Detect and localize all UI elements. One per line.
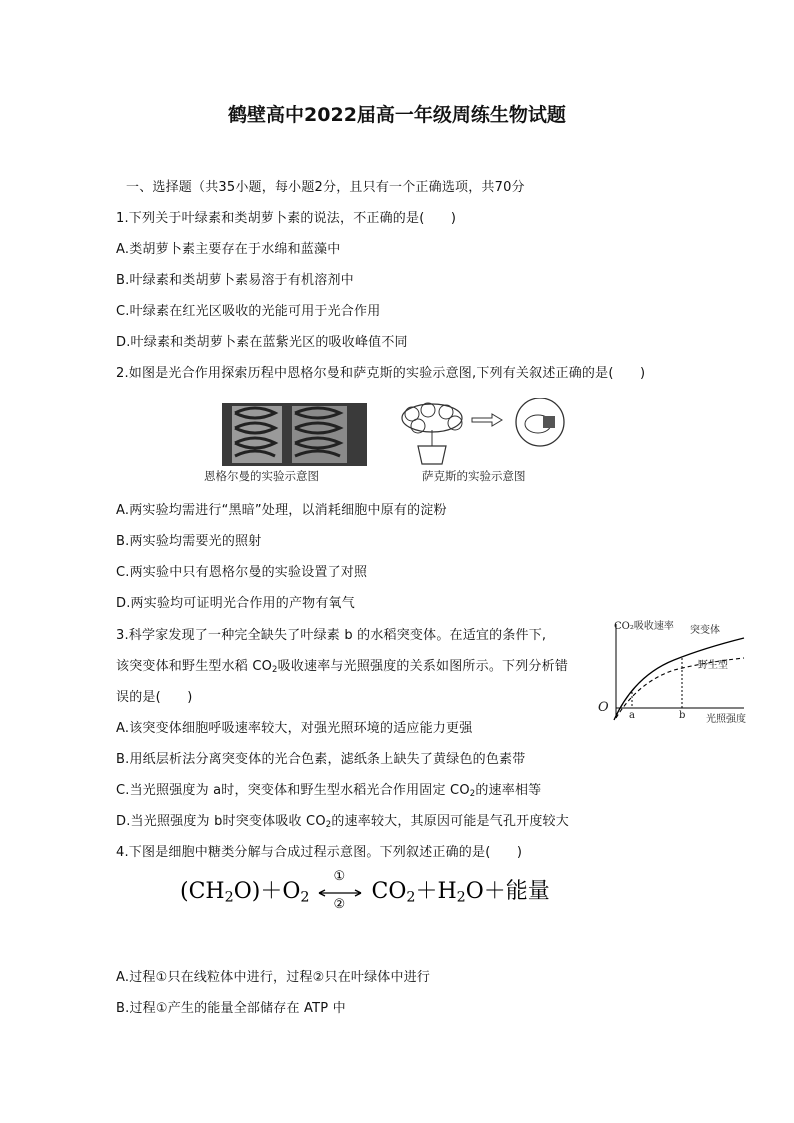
q1-stem: 1.下列关于叶绿素和类胡萝卜素的说法，不正确的是( ) xyxy=(116,211,457,226)
graph-wild-label: 野生型 xyxy=(698,660,728,671)
eq-part: (CH xyxy=(180,879,225,904)
graph-a-label: a xyxy=(629,710,635,721)
eq-part: ＋H xyxy=(415,879,457,904)
q2-option-c: C.两实验中只有恩格尔曼的实验设置了对照 xyxy=(116,565,368,580)
graph-ylabel: CO₂吸收速率 xyxy=(614,621,674,632)
q3-option-c-post: 的速率相等 xyxy=(475,783,542,798)
q3-line3: 误的是( ) xyxy=(116,690,193,705)
q1-option-b: B.叶绿素和类胡萝卜素易溶于有机溶剂中 xyxy=(116,273,354,288)
q3-option-c xyxy=(116,779,541,798)
q4-stem: 4.下图是细胞中糖类分解与合成过程示意图。下列叙述正确的是( ) xyxy=(116,845,523,860)
arrow-label-2: ② xyxy=(333,897,346,912)
q1-option-c: C.叶绿素在红光区吸收的光能可用于光合作用 xyxy=(116,304,381,319)
q3-line2-post: 吸收速率与光照强度的关系如图所示。下列分析错 xyxy=(277,659,569,674)
arrow-label-1: ① xyxy=(333,869,346,884)
graph-b-label: b xyxy=(679,710,686,721)
q3-option-a: A.该突变体细胞呼吸速率较大，对强光照环境的适应能力更强 xyxy=(116,721,473,736)
q4-option-b: B.过程①产生的能量全部储存在 ATP 中 xyxy=(116,1001,346,1016)
eq-part: O＋能量 xyxy=(465,879,550,904)
sachs-plant-icon xyxy=(402,403,462,464)
subscript-2: 2 xyxy=(469,788,476,799)
graph-xlabel: 光照强度 xyxy=(706,714,746,725)
graph-origin: O xyxy=(598,700,609,715)
subscript-2: 2 xyxy=(325,819,332,830)
q3-line2-pre: 该突变体和野生型水稻 CO xyxy=(116,659,273,674)
subscript-2: 2 xyxy=(272,664,278,675)
eq-sub: 2 xyxy=(300,889,310,906)
eq-part: O)＋O xyxy=(233,879,301,904)
eq-sub: 2 xyxy=(406,889,416,906)
reversible-arrow xyxy=(316,869,364,912)
eq-sub: 2 xyxy=(224,889,234,906)
eq-part: CO xyxy=(371,879,407,904)
q2-stem: 2.如图是光合作用探索历程中恩格尔曼和萨克斯的实验示意图,下列有关叙述正确的是( ) xyxy=(116,366,646,381)
section-heading: 一、选择题（共35小题，每小题2分，且只有一个正确选项，共70分 xyxy=(126,180,525,195)
caption-sachs: 萨克斯的实验示意图 xyxy=(422,469,526,483)
q3-line2 xyxy=(116,655,568,674)
leaf-circle-icon xyxy=(516,398,564,446)
q3-graph xyxy=(594,616,784,726)
q2-option-d: D.两实验均可证明光合作用的产物有氧气 xyxy=(116,596,355,611)
q3-line1: 3.科学家发现了一种完全缺失了叶绿素 b 的水稻突变体。在适宜的条件下, xyxy=(116,628,547,643)
q3-option-b: B.用纸层析法分离突变体的光合色素，滤纸条上缺失了黄绿色的色素带 xyxy=(116,752,526,767)
q3-option-c-pre: C.当光照强度为 a时，突变体和野生型水稻光合作用固定 CO xyxy=(116,783,470,798)
eq-sub: 2 xyxy=(456,889,466,906)
q2-option-b: B.两实验均需要光的照射 xyxy=(116,534,262,549)
page-title: 鹤壁高中2022届高一年级周练生物试题 xyxy=(228,104,566,126)
q3-option-d xyxy=(116,810,569,829)
graph-mutant-label: 突变体 xyxy=(690,625,720,636)
q3-graph-svg xyxy=(594,616,784,726)
q4-option-a: A.过程①只在线粒体中进行，过程②只在叶绿体中进行 xyxy=(116,970,431,985)
q2-option-a: A.两实验均需进行“黑暗”处理，以消耗细胞中原有的淀粉 xyxy=(116,503,447,518)
q3-option-d-pre: D.当光照强度为 b时突变体吸收 CO xyxy=(116,814,326,829)
q3-option-d-post: 的速率较大，其原因可能是气孔开度较大 xyxy=(331,814,569,829)
q2-figure xyxy=(200,398,590,488)
arrow-icon xyxy=(472,414,502,426)
caption-engelmann: 恩格尔曼的实验示意图 xyxy=(204,469,319,483)
q1-option-d: D.叶绿素和类胡萝卜素在蓝紫光区的吸收峰值不同 xyxy=(116,335,408,350)
q4-equation xyxy=(180,869,550,912)
q1-option-a: A.类胡萝卜素主要存在于水绵和蓝藻中 xyxy=(116,242,341,257)
